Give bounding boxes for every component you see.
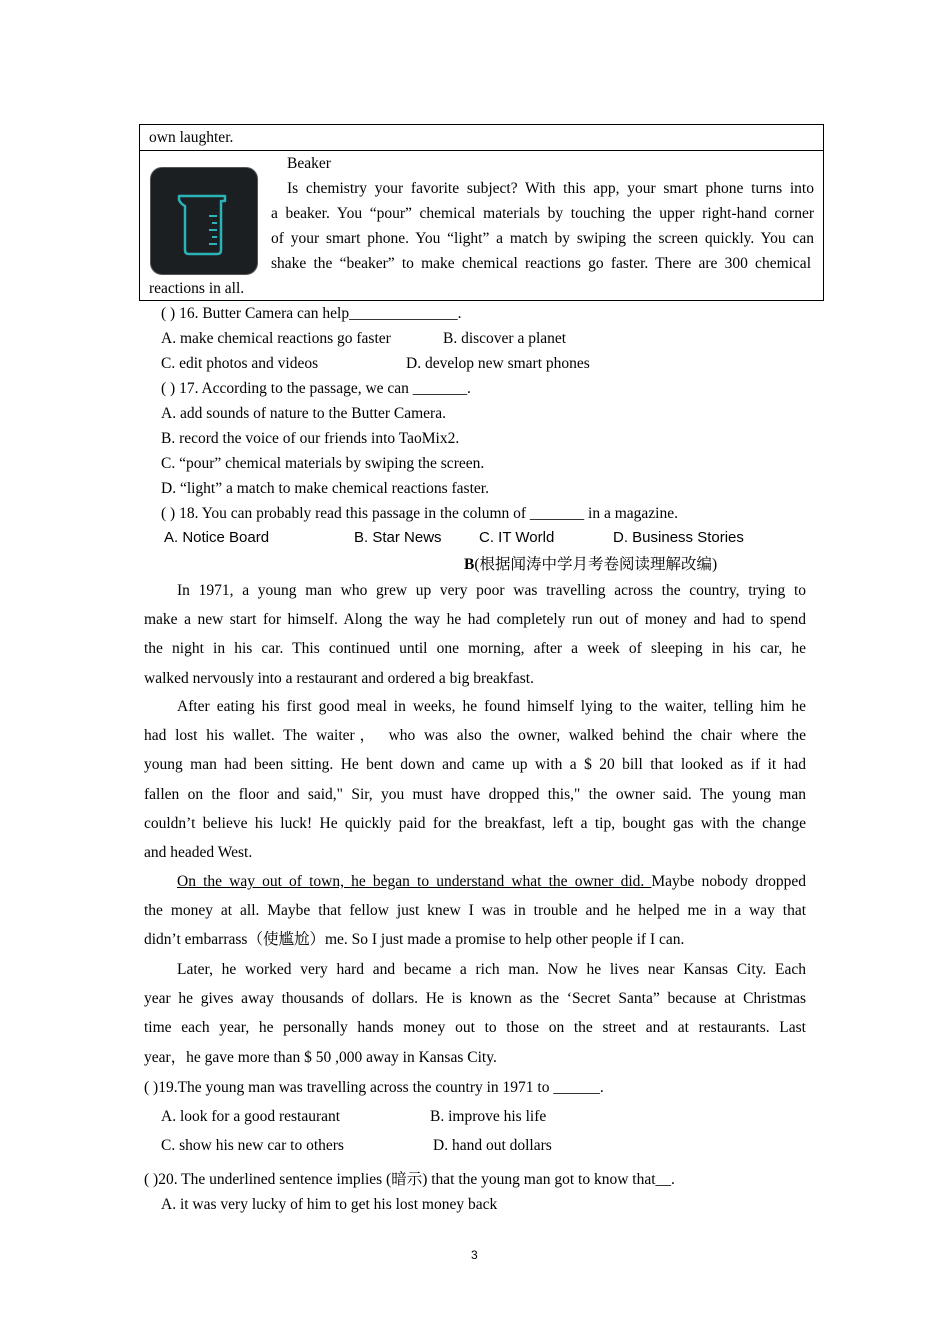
question-18: ( ) 18. You can probably read this passage in the column of _______ in a magazine. — [161, 505, 678, 522]
q19-option-a: A. look for a good restaurant — [161, 1108, 341, 1125]
beaker-line-5: reactions in all. — [149, 280, 245, 297]
p2-line-2: had lost his wallet. The waiter， who was also the owner, walked behind the chair where the — [144, 727, 806, 745]
p3-line-3: didn’t embarrass（使尴尬）me. So I just made a promise to help other people if I can. — [144, 931, 685, 949]
q19-option-b: B. improve his life — [430, 1108, 547, 1125]
p1-line-2: make a new start for himself. Along the way he had completely run out of money and had to spend — [144, 611, 806, 629]
q19-option-c: C. show his new car to others — [161, 1137, 344, 1154]
q19-option-d: D. hand out dollars — [433, 1137, 552, 1154]
section-b-letter: B — [464, 556, 475, 573]
q18-option-c: C. IT World — [479, 529, 555, 546]
passage-paragraph-3 — [144, 867, 806, 955]
q16-option-d: D. develop new smart phones — [406, 355, 590, 372]
beaker-line-4: shake the “beaker” to make chemical reactions go faster. There are 300 chemical — [271, 255, 811, 272]
p3-line-1-rest: Maybe nobody dropped — [651, 873, 806, 890]
p2-line-3: young man had been sitting. He bent down and came up with a $ 20 bill that looked as if it had — [144, 756, 806, 774]
q16-option-c: C. edit photos and videos — [161, 355, 319, 372]
section-b-source: (根据闻涛中学月考卷阅读理解改编) — [474, 556, 718, 573]
p4-line-3: time each year, he personally hands money out to those on the street and at restaurants. Last — [144, 1019, 806, 1037]
beaker-line-2: a beaker. You “pour” chemical materials by touching the upper right-hand corner — [271, 205, 814, 222]
passage-paragraph-2 — [144, 692, 806, 867]
q18-option-a: A. Notice Board — [164, 529, 270, 546]
q16-option-b: B. discover a planet — [443, 330, 567, 347]
underlined-sentence: On the way out of town, he began to understand what the owner did. — [177, 873, 652, 890]
p1-line-1: In 1971, a young man who grew up very poor was travelling across the country, trying to — [177, 582, 806, 599]
q17-option-c: C. “pour” chemical materials by swiping the screen. — [161, 455, 485, 472]
q17-option-b: B. record the voice of our friends into TaoMix2. — [161, 430, 460, 447]
beaker-title: Beaker — [287, 155, 331, 172]
passage-paragraph-1 — [144, 576, 806, 693]
table-top-line: own laughter. — [149, 129, 234, 146]
question-17: ( ) 17. According to the passage, we can _______. — [161, 380, 471, 397]
question-20: ( )20. The underlined sentence implies (暗示) that the young man got to know that__. — [144, 1171, 675, 1188]
q18-option-b: B. Star News — [354, 529, 442, 546]
page-number: 3 — [471, 1248, 478, 1262]
beaker-app-icon — [150, 167, 258, 275]
q16-option-a: A. make chemical reactions go faster — [161, 330, 391, 347]
q17-option-a: A. add sounds of nature to the Butter Camera. — [161, 405, 446, 422]
q18-option-d: D. Business Stories — [613, 529, 744, 546]
section-b-heading — [464, 552, 717, 574]
question-16: ( ) 16. Butter Camera can help______________. — [161, 305, 462, 322]
p3-line-1 — [144, 867, 806, 896]
q17-option-d: D. “light” a match to make chemical reactions faster. — [161, 480, 489, 497]
p1-line-3: the night in his car. This continued until one morning, after a week of sleeping in his car, he — [144, 640, 806, 658]
q20-option-a: A. it was very lucky of him to get his lost money back — [161, 1196, 498, 1213]
passage-paragraph-4 — [144, 955, 806, 1072]
p4-line-4: year，he gave more than $ 50 ,000 away in Kansas City. — [144, 1048, 497, 1066]
beaker-line-1: Is chemistry your favorite subject? With this app, your smart phone turns into — [287, 180, 814, 197]
p1-line-4: walked nervously into a restaurant and ordered a big breakfast. — [144, 669, 534, 687]
p2-line-4: fallen on the floor and said," Sir, you must have dropped this," the owner said. The young man — [144, 785, 806, 803]
beaker-icon — [151, 168, 257, 274]
question-19: ( )19.The young man was travelling across the country in 1971 to ______. — [144, 1079, 604, 1096]
beaker-line-3: of your smart phone. You “light” a match by swiping the screen quickly. You can — [271, 230, 814, 247]
table-divider — [139, 150, 824, 151]
p2-line-1: After eating his first good meal in weeks, he found himself lying to the waiter, telling him he — [177, 698, 806, 715]
p2-line-5: couldn’t believe his luck! He quickly paid for the breakfast, left a tip, bought gas with the change — [144, 814, 806, 832]
p4-line-2: year he gives away thousands of dollars. He is known as the ‘Secret Santa” because at Christmas — [144, 990, 806, 1008]
p4-line-1: Later, he worked very hard and became a rich man. Now he lives near Kansas City. Each — [177, 961, 806, 978]
p3-line-2: the money at all. Maybe that fellow just knew I was in trouble and he helped me in a way that — [144, 902, 806, 920]
p2-line-6: and headed West. — [144, 844, 253, 862]
